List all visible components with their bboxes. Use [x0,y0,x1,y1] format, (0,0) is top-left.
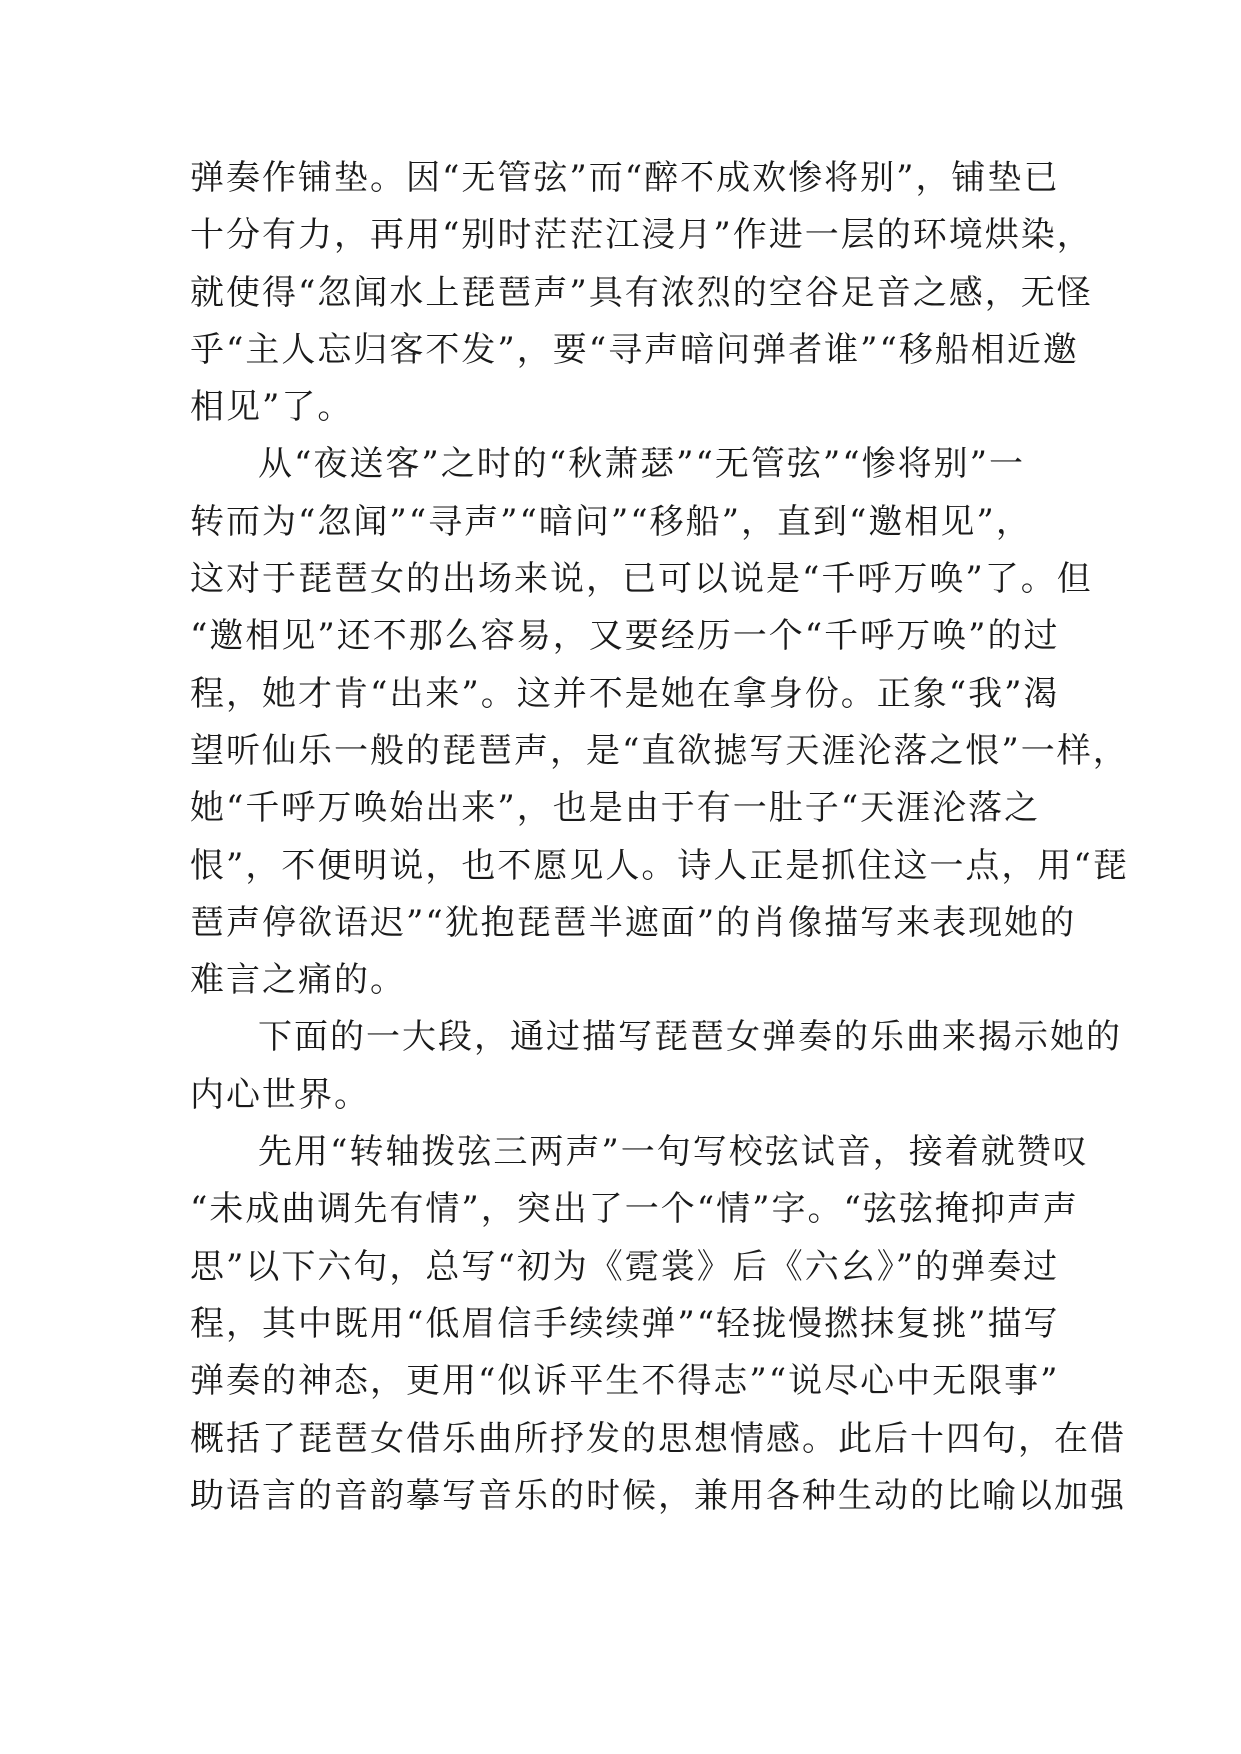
text-line: 助语言的音韵摹写音乐的时候，兼用各种生动的比喻以加强 [190,1475,1126,1516]
text-line: 程，其中既用“低眉信手续续弹”“轻拢慢撚抹复挑”描写 [190,1303,1060,1344]
text-line: 弹奏作铺垫。因“无管弦”而“醉不成欢惨将别”，铺垫已 [190,158,1060,198]
text-line: 从“夜送客”之时的“秋萧瑟”“无管弦”“惨将别”一 [258,444,1026,485]
text-line: 十分有力，再用“别时茫茫江浸月”作进一层的环境烘染， [190,215,1093,256]
text-line: 概括了琵琶女借乐曲所抒发的思想情感。此后十四句，在借 [190,1418,1126,1459]
text-line: “未成曲调先有情”，突出了一个“情”字。“弦弦掩抑声声 [190,1189,1079,1230]
text-line: 程，她才肯“出来”。这并不是她在拿身份。正象“我”渴 [190,673,1060,714]
text-line: 望听仙乐一般的琵琶声，是“直欲摅写天涯沦落之恨”一样， [190,730,1129,771]
text-line: “邀相见”还不那么容易，又要经历一个“千呼万唤”的过 [190,616,1060,657]
paragraph-2 [190,436,1129,1009]
text-line: 乎“主人忘归客不发”，要“寻声暗问弹者谁”“移船相近邀 [190,329,1079,370]
text-line: 相见”了。 [190,387,354,428]
text-line: 思”以下六句，总写“初为《霓裳》后《六幺》”的弹奏过 [190,1246,1060,1287]
text-line: 下面的一大段，通过描写琵琶女弹奏的乐曲来揭示她的 [258,1017,1122,1058]
text-line: 恨”，不便明说，也不愿见人。诗人正是抓住这一点，用“琵 [190,845,1129,886]
paragraph-4 [190,1124,1126,1525]
text-line: 她“千呼万唤始出来”，也是由于有一肚子“天涯沦落之 [190,788,1041,829]
text-line: 难言之痛的。 [190,960,406,1001]
text-line: 弹奏的神态，更用“似诉平生不得志”“说尽心中无限事” [190,1361,1060,1402]
text-line: 就使得“忽闻水上琵琶声”具有浓烈的空谷足音之感，无怪 [190,272,1093,313]
body-text [190,150,1129,1525]
text-line: 先用“转轴拨弦三两声”一句写校弦试音，接着就赞叹 [258,1132,1089,1173]
text-line: 琶声停欲语迟”“犹抱琵琶半遮面”的肖像描写来表现她的 [190,902,1077,943]
text-line: 内心世界。 [190,1074,370,1115]
text-line: 这对于琵琶女的出场来说，已可以说是“千呼万唤”了。但 [190,559,1093,600]
text-line: 转而为“忽闻”“寻声”“暗问”“移船”，直到“邀相见”， [190,501,1032,542]
paragraph-3 [190,1009,1122,1124]
paragraph-1 [190,150,1093,436]
